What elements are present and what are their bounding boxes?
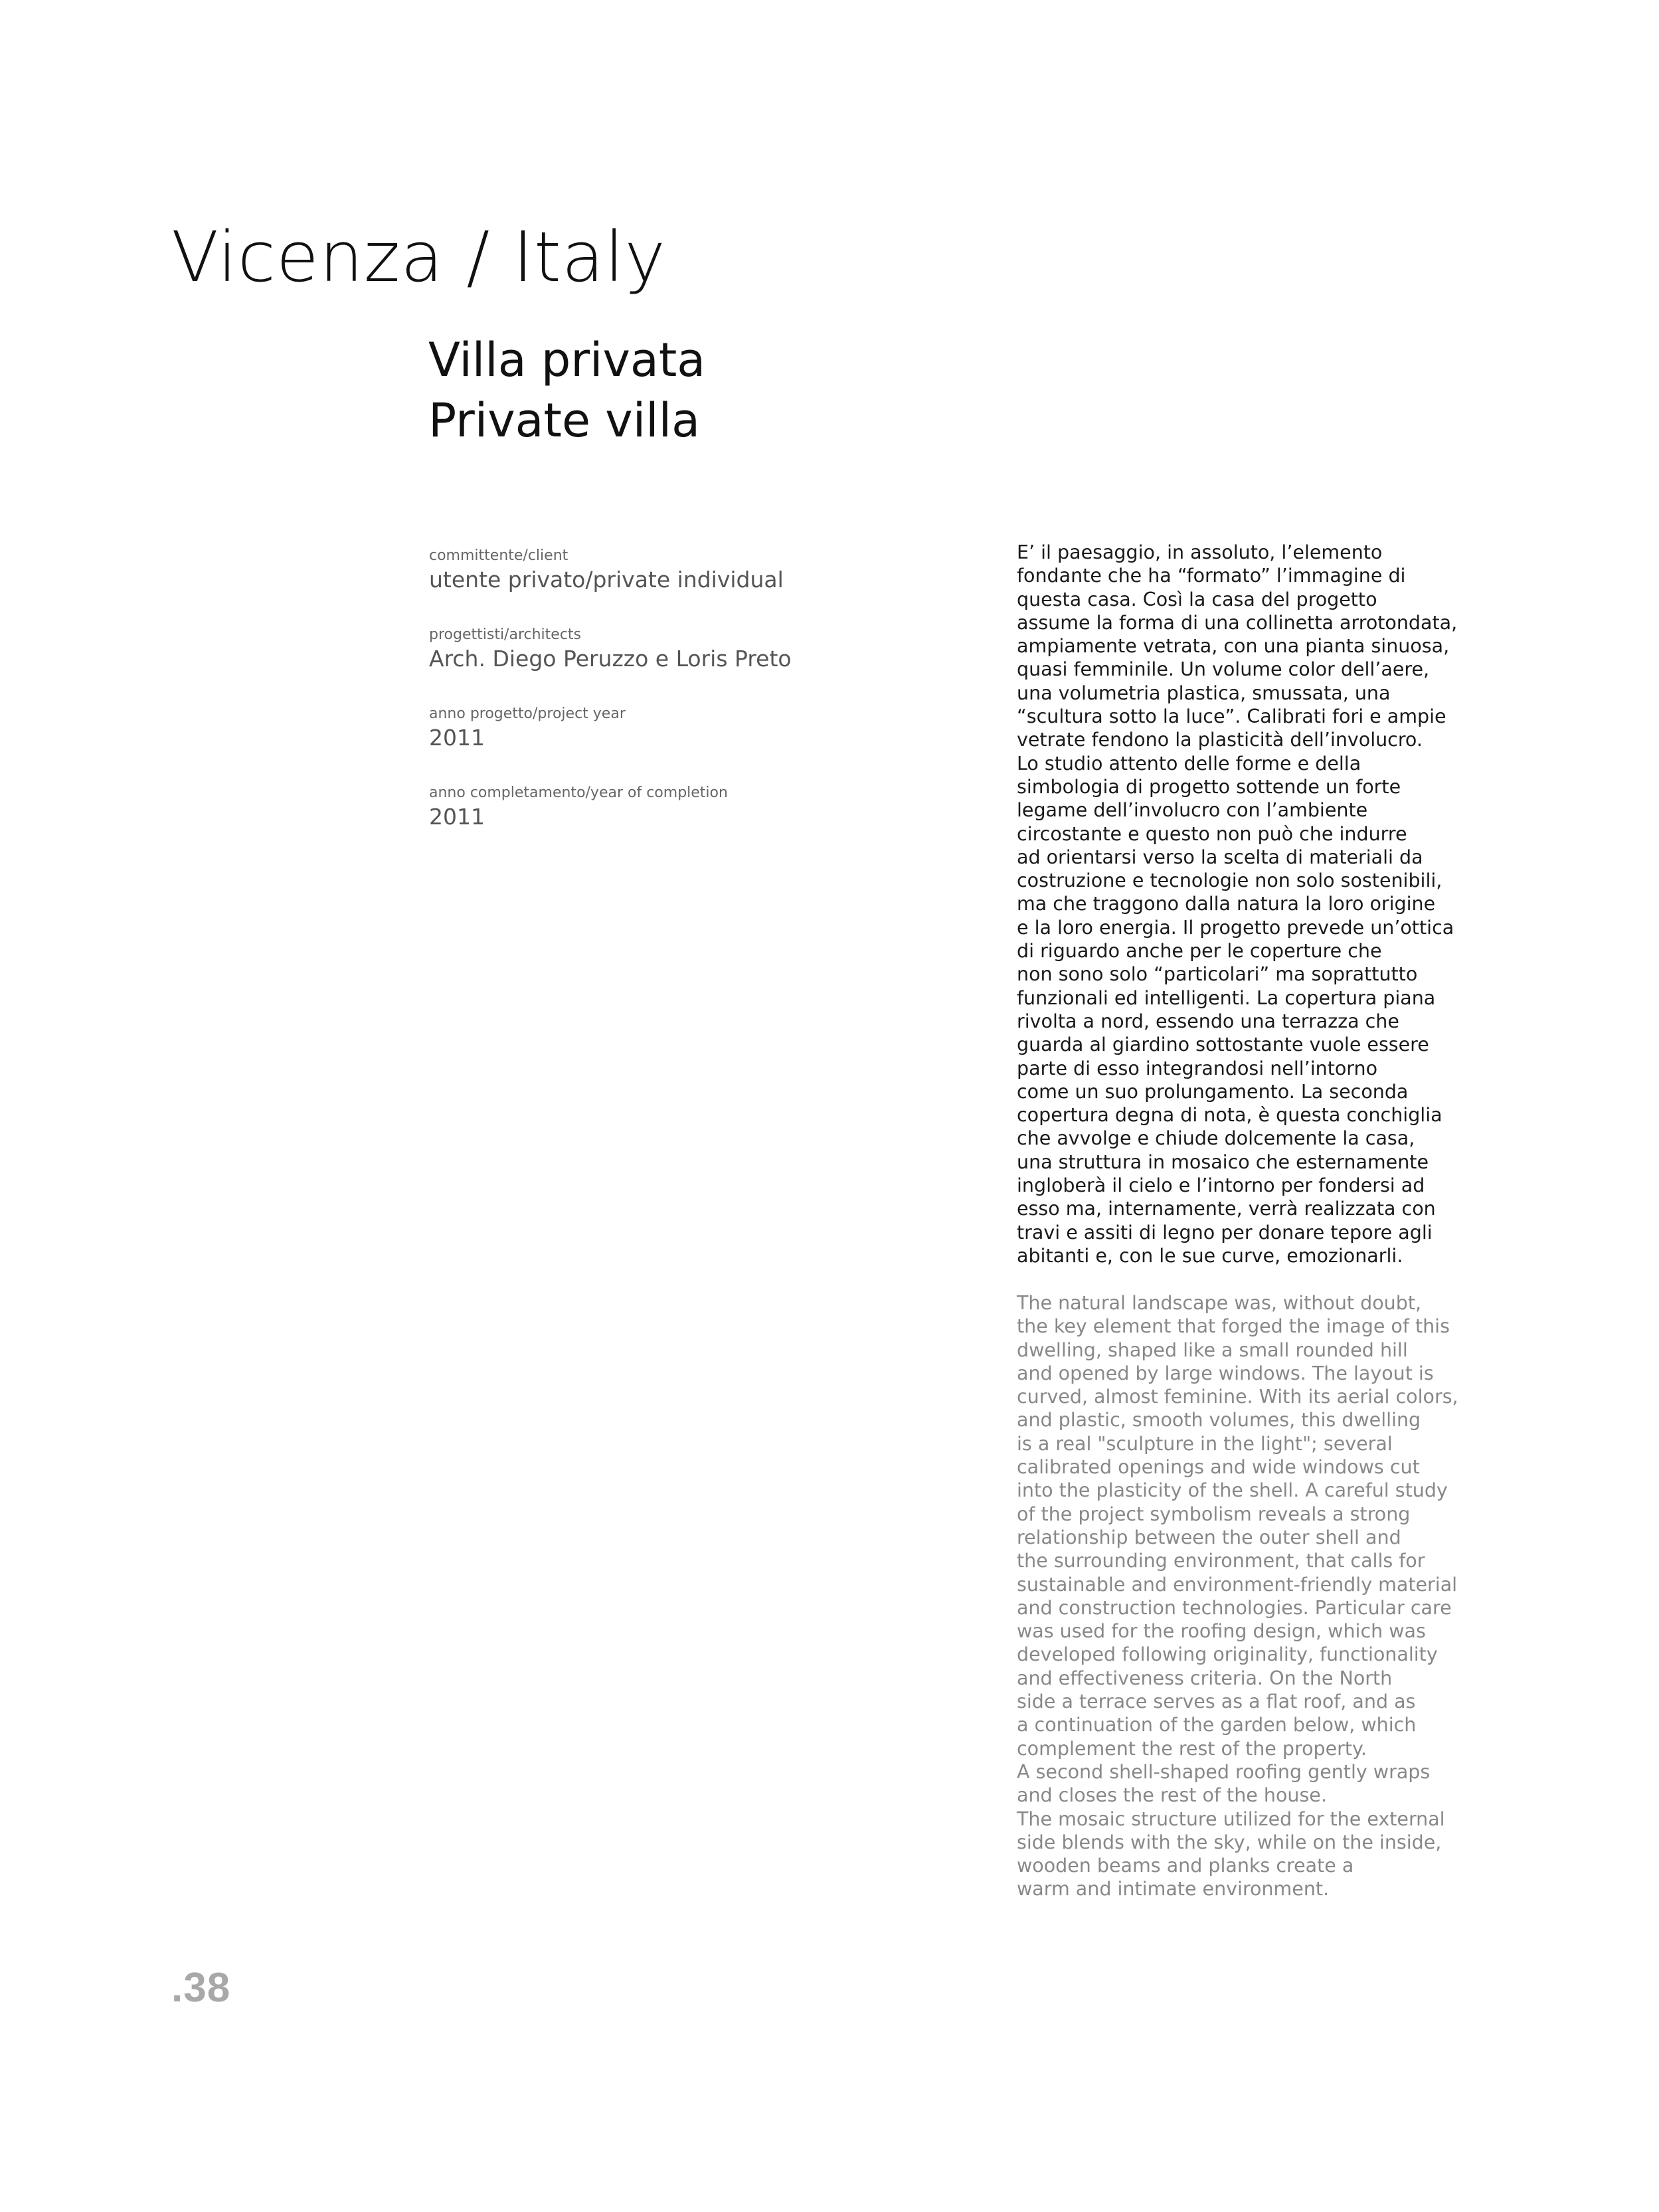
text-line: warm and intimate environment.: [1017, 1878, 1330, 1900]
text-line: di riguardo anche per le coperture che: [1017, 940, 1382, 963]
text-line: una volumetria plastica, smussata, una: [1017, 682, 1391, 704]
subtitle-italian: Villa privata: [428, 333, 706, 387]
text-line: complement the rest of the property.: [1017, 1737, 1367, 1760]
text-line: and opened by large windows. The layout is: [1017, 1362, 1434, 1384]
text-line: developed following originality, functionality: [1017, 1643, 1438, 1666]
text-line: ma che traggono dalla natura la loro origine: [1017, 893, 1436, 915]
text-line: copertura degna di nota, è questa conchiglia: [1017, 1104, 1442, 1127]
meta-value: 2011: [429, 725, 485, 751]
text-line: “scultura sotto la luce”. Calibrati fori e ampie: [1017, 705, 1446, 728]
text-line: esso ma, internamente, verrà realizzata con: [1017, 1198, 1436, 1220]
meta-architects: [429, 625, 894, 704]
meta-label: committente/client: [429, 547, 568, 564]
text-line: and plastic, smooth volumes, this dwelling: [1017, 1409, 1421, 1431]
text-line: travi e assiti di legno per donare tepore agli: [1017, 1221, 1433, 1244]
meta-label: anno completamento/year of completion: [429, 784, 728, 801]
text-line: non sono solo “particolari” ma soprattutto: [1017, 963, 1418, 986]
meta-label: anno progetto/project year: [429, 705, 626, 722]
text-line: the key element that forged the image of this: [1017, 1315, 1450, 1338]
text-line: fondante che ha “formato” l’immagine di: [1017, 565, 1406, 587]
text-line: side a terrace serves as a flat roof, and as: [1017, 1691, 1416, 1713]
text-line: parte di esso integrandosi nell’intorno: [1017, 1057, 1378, 1079]
project-subtitle: [428, 330, 705, 451]
text-line: e la loro energia. Il progetto prevede un’ottica: [1017, 916, 1454, 939]
text-line: The mosaic structure utilized for the external: [1017, 1807, 1445, 1830]
text-line: The natural landscape was, without doubt,: [1017, 1292, 1422, 1314]
text-line: curved, almost feminine. With its aerial colors,: [1017, 1386, 1458, 1408]
meta-value: Arch. Diego Peruzzo e Loris Preto: [429, 646, 792, 672]
text-line: come un suo prolungamento. La seconda: [1017, 1080, 1409, 1103]
text-line: Lo studio attento delle forme e della: [1017, 752, 1361, 775]
meta-value: utente privato/private individual: [429, 567, 784, 593]
text-line: dwelling, shaped like a small rounded hill: [1017, 1338, 1408, 1361]
text-line: questa casa. Così la casa del progetto: [1017, 588, 1377, 610]
text-line: A second shell-shaped roofing gently wraps: [1017, 1760, 1431, 1783]
text-line: and effectiveness criteria. On the North: [1017, 1667, 1393, 1689]
text-line: abitanti e, con le sue curve, emozionarli.: [1017, 1244, 1403, 1267]
text-line: was used for the roofing design, which was: [1017, 1620, 1426, 1643]
meta-value: 2011: [429, 804, 485, 830]
body-text-english: [1017, 1291, 1458, 1901]
text-line: relationship between the outer shell and: [1017, 1526, 1401, 1548]
text-line: wooden beams and planks create a: [1017, 1855, 1354, 1877]
text-line: and construction technologies. Particular care: [1017, 1596, 1452, 1619]
text-line: rivolta a nord, essendo una terrazza che: [1017, 1010, 1399, 1032]
text-line: E’ il paesaggio, in assoluto, l’elemento: [1017, 541, 1383, 563]
text-line: una struttura in mosaico che esternamente: [1017, 1151, 1429, 1173]
text-line: ampiamente vetrata, con una pianta sinuosa,: [1017, 635, 1450, 658]
text-line: simbologia di progetto sottende un forte: [1017, 775, 1401, 798]
body-text-italian: [1017, 541, 1458, 1267]
text-line: and closes the rest of the house.: [1017, 1784, 1327, 1807]
text-line: funzionali ed intelligenti. La copertura piana: [1017, 986, 1436, 1009]
page-title: Vicenza / Italy: [171, 217, 666, 298]
text-line: side blends with the sky, while on the inside,: [1017, 1831, 1442, 1853]
text-line: guarda al giardino sottostante vuole essere: [1017, 1034, 1429, 1056]
text-line: ingloberà il cielo e l’intorno per fondersi ad: [1017, 1174, 1425, 1197]
meta-client: [429, 546, 894, 625]
text-line: into the plasticity of the shell. A careful study: [1017, 1479, 1448, 1502]
meta-label: progettisti/architects: [429, 626, 582, 643]
text-line: calibrated openings and wide windows cut: [1017, 1456, 1420, 1479]
text-line: vetrate fendono la plasticità dell’involucro.: [1017, 729, 1423, 751]
text-line: a continuation of the garden below, which: [1017, 1714, 1417, 1736]
text-line: circostante e questo non può che indurre: [1017, 822, 1407, 845]
text-line: ad orientarsi verso la scelta di materiali da: [1017, 846, 1423, 868]
text-line: sustainable and environment-friendly material: [1017, 1573, 1458, 1596]
subtitle-english: Private villa: [428, 393, 700, 448]
text-line: the surrounding environment, that calls for: [1017, 1550, 1425, 1572]
text-line: che avvolge e chiude dolcemente la casa,: [1017, 1127, 1415, 1150]
text-line: costruzione e tecnologie non solo sostenibili,: [1017, 870, 1442, 892]
meta-completion-year: [429, 783, 894, 862]
meta-project-year: [429, 704, 894, 783]
text-line: is a real "sculpture in the light"; several: [1017, 1432, 1393, 1455]
text-line: quasi femminile. Un volume color dell’aere,: [1017, 658, 1430, 681]
text-line: of the project symbolism reveals a strong: [1017, 1503, 1411, 1525]
page-number: .38: [171, 1965, 231, 2011]
project-metadata: [429, 546, 894, 862]
text-line: legame dell’involucro con l’ambiente: [1017, 799, 1368, 822]
text-line: assume la forma di una collinetta arrotondata,: [1017, 611, 1458, 634]
